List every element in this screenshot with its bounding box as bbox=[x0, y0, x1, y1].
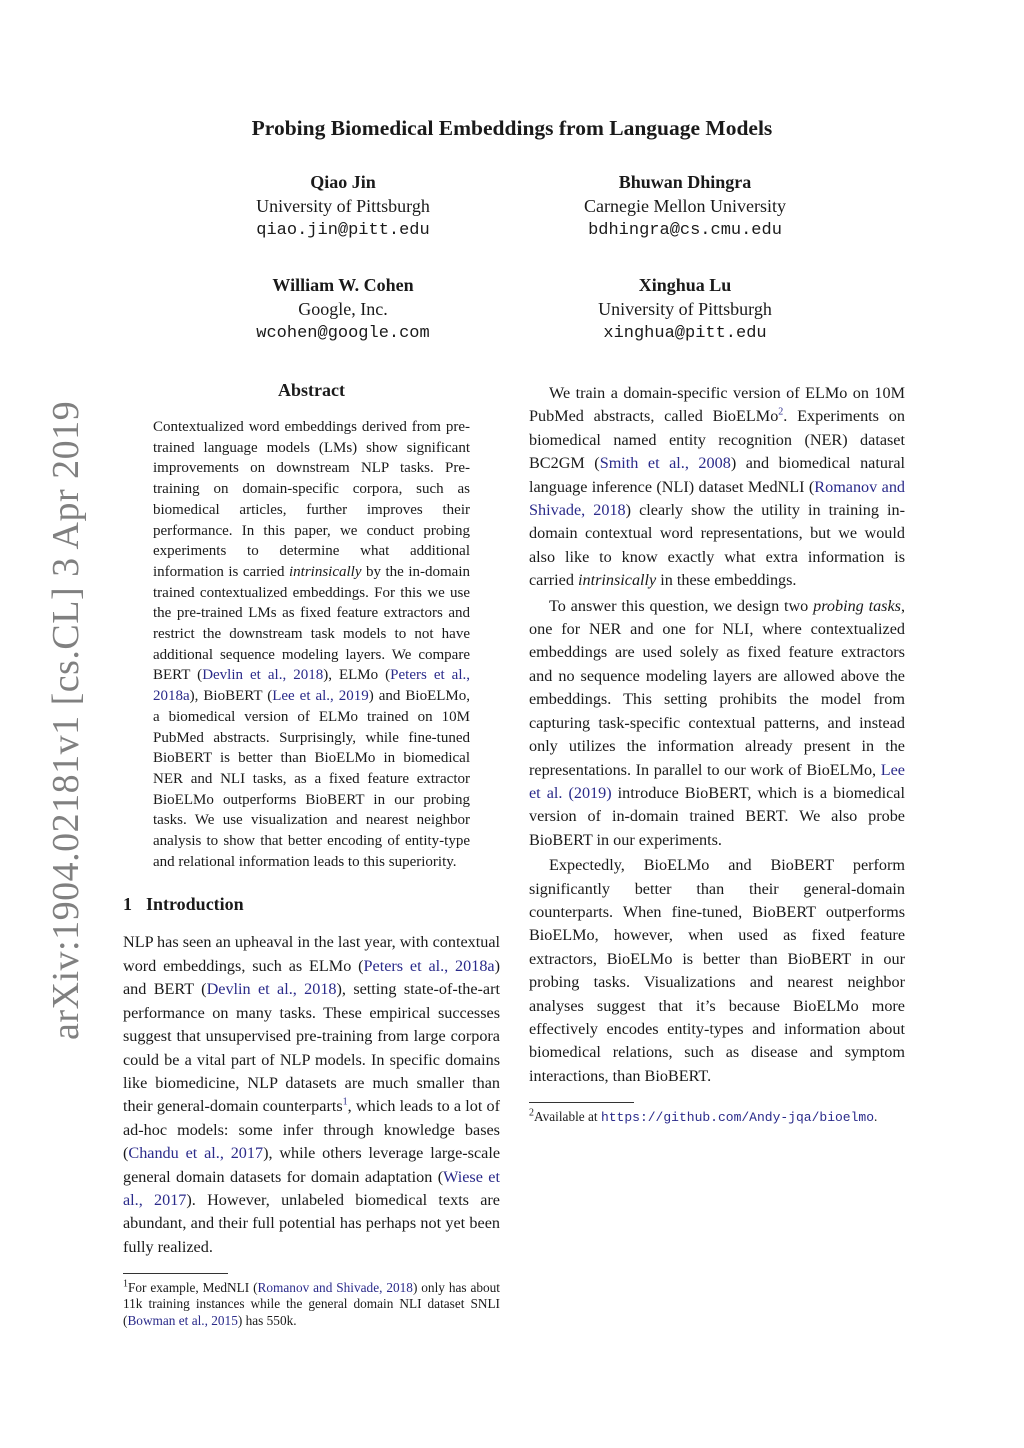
author-name: Qiao Jin bbox=[310, 172, 376, 192]
citation-link[interactable]: Lee et al., 2019 bbox=[272, 688, 369, 705]
author-block bbox=[525, 170, 845, 244]
citation-link[interactable]: Romanov and Shivade, 2018 bbox=[529, 477, 906, 520]
citation-link[interactable]: Smith et al., 2008 bbox=[599, 454, 731, 473]
author-name: Xinghua Lu bbox=[638, 275, 732, 295]
citation-link[interactable]: Bowman et al., 2015 bbox=[127, 1312, 238, 1328]
intro-paragraph: We train a domain-specific version of ELMo on 10M PubMed abstracts, called BioELMo$^2$. Experiments on biomedical named entity recognition (NER) dataset BC2GM (Smith et al., 2008) and biomedical natural language inference (NLI) dataset MedNLI (Romanov and Shivade, 2018) clearly show the utility in training in-domain contextual word representations, but we would also like to know exactly what extra information is carried intrinsically in these embeddings. bbox=[529, 384, 906, 590]
author-affiliation: University of Pittsburgh bbox=[256, 196, 430, 216]
intro-paragraph: NLP has seen an upheaval in the last year, with contextual word embeddings, such as ELMo (Peters et al., 2018a) and BERT (Devlin et al., 2018), setting state-of-the-art performance on many tasks. These empirical successes suggest that unsupervised pre-training from large corpora could be a vital part of NLP models. In specific domains like biomedicine, NLP datasets are much smaller than their general-domain counterparts$^1$, which leads to a lot of ad-hoc models: some infer through knowledge bases (Chandu et al., 2017), while others leverage large-scale general domain datasets for domain adaptation (Wiese et al., 2017). However, unlabeled biomedical texts are abundant, and their full potential has perhaps not yet been fully realized. bbox=[123, 933, 501, 1256]
author-email[interactable]: wcohen@google.com bbox=[256, 324, 430, 343]
author-name: Bhuwan Dhingra bbox=[618, 172, 752, 192]
footnote: $^1$For example, MedNLI (Romanov and Shivade, 2018) only has about 11k training instances while the general domain NLI dataset SNLI (Bowman et al., 2015) has 550k. bbox=[123, 1278, 501, 1328]
repository-link[interactable]: https://github.com/Andy-jqa/bioelmo bbox=[600, 1110, 874, 1126]
footnote-rule bbox=[123, 1273, 228, 1274]
intro-paragraph: To answer this question, we design two probing tasks, one for NER and one for NLI, where contextualized embeddings are used solely as fixed feature extractors and no sequence modeling layers are allowed above the embeddings. This setting prohibits the model from capturing task-specific contextual patterns, and instead only utilizes the information already present in the representations. In parallel to our work of BioELMo, Lee et al. (2019) introduce BioBERT, which is a biomedical version of in-domain trained BERT. We also probe BioBERT in our experiments. bbox=[529, 596, 905, 849]
arxiv-identifier: arXiv:1904.02181v1 [cs.CL] 3 Apr 2019 bbox=[45, 400, 87, 1040]
citation-link[interactable]: Devlin et al., 2018 bbox=[202, 667, 324, 684]
author-affiliation: Google, Inc. bbox=[298, 299, 388, 319]
author-block bbox=[525, 273, 845, 347]
section-heading: 1 Introduction bbox=[123, 894, 244, 915]
right-column bbox=[529, 380, 905, 1126]
citation-link[interactable]: Wiese et al., 2017 bbox=[123, 1167, 500, 1209]
author-email[interactable]: qiao.jin@pitt.edu bbox=[256, 221, 430, 240]
paper-title: Probing Biomedical Embeddings from Language Models bbox=[251, 116, 773, 140]
author-affiliation: University of Pittsburgh bbox=[598, 299, 772, 319]
author-name: William W. Cohen bbox=[272, 275, 414, 295]
author-affiliation: Carnegie Mellon University bbox=[584, 196, 786, 216]
footnote: $^2$Available at https://github.com/Andy-jqa/bioelmo. bbox=[529, 1107, 878, 1126]
footnote-marker[interactable]: 2 bbox=[778, 407, 784, 419]
citation-link[interactable]: Romanov and Shivade, 2018 bbox=[257, 1280, 413, 1296]
footnote-rule bbox=[529, 1102, 634, 1103]
author-email[interactable]: xinghua@pitt.edu bbox=[603, 324, 767, 343]
author-email[interactable]: bdhingra@cs.cmu.edu bbox=[588, 221, 782, 240]
abstract-heading: Abstract bbox=[278, 380, 345, 400]
citation-link[interactable]: Peters et al., 2018a bbox=[363, 956, 495, 975]
intro-paragraph: Expectedly, BioELMo and BioBERT perform significantly better than their general-domain counterparts. When fine-tuned, BioBERT outperforms BioELMo, however, when used as fixed feature extractors, BioELMo is better than BioBERT in our probing tasks. Visualizations and nearest neighbor analyses suggest that it’s because BioELMo more effectively encodes entity-types and information about biomedical relations, such as disease and symptom interactions, than BioBERT. bbox=[529, 856, 905, 1085]
citation-link[interactable]: Chandu et al., 2017 bbox=[128, 1144, 264, 1163]
citation-link[interactable]: Peters et al., 2018a bbox=[153, 667, 470, 705]
abstract-text: Contextualized word embeddings derived from pre-trained language models (LMs) show significant improvements on downstream NLP tasks. Pre-training on domain-specific corpora, such as biomedical articles, further improves their performance. In this paper, we conduct probing experiments to determine what additional information is carried intrinsically by the in-domain trained contextualized embeddings. For this we use the pre-trained LMs as fixed feature extractors and restrict the downstream task models to not have additional sequence modeling layers. We compare BERT (Devlin et al., 2018), ELMo (Peters et al., 2018a), BioBERT (Lee et al., 2019) and BioELMo, a biomedical version of ELMo trained on 10M PubMed abstracts. Surprisingly, while fine-tuned BioBERT is better than BioELMo in biomedical NER and NLI tasks, as a fixed feature extractor BioELMo outperforms BioBERT in our probing tasks. We use visualization and nearest neighbor analysis to show that better encoding of entity-type and relational information leads to this superiority. bbox=[153, 419, 470, 870]
citation-link[interactable]: Lee et al. (2019) bbox=[529, 760, 905, 802]
citation-link[interactable]: Devlin et al., 2018 bbox=[206, 980, 337, 999]
footnote-marker[interactable]: 1 bbox=[342, 1096, 348, 1108]
left-column bbox=[123, 380, 500, 1329]
author-block bbox=[183, 170, 503, 244]
author-block bbox=[183, 273, 503, 347]
